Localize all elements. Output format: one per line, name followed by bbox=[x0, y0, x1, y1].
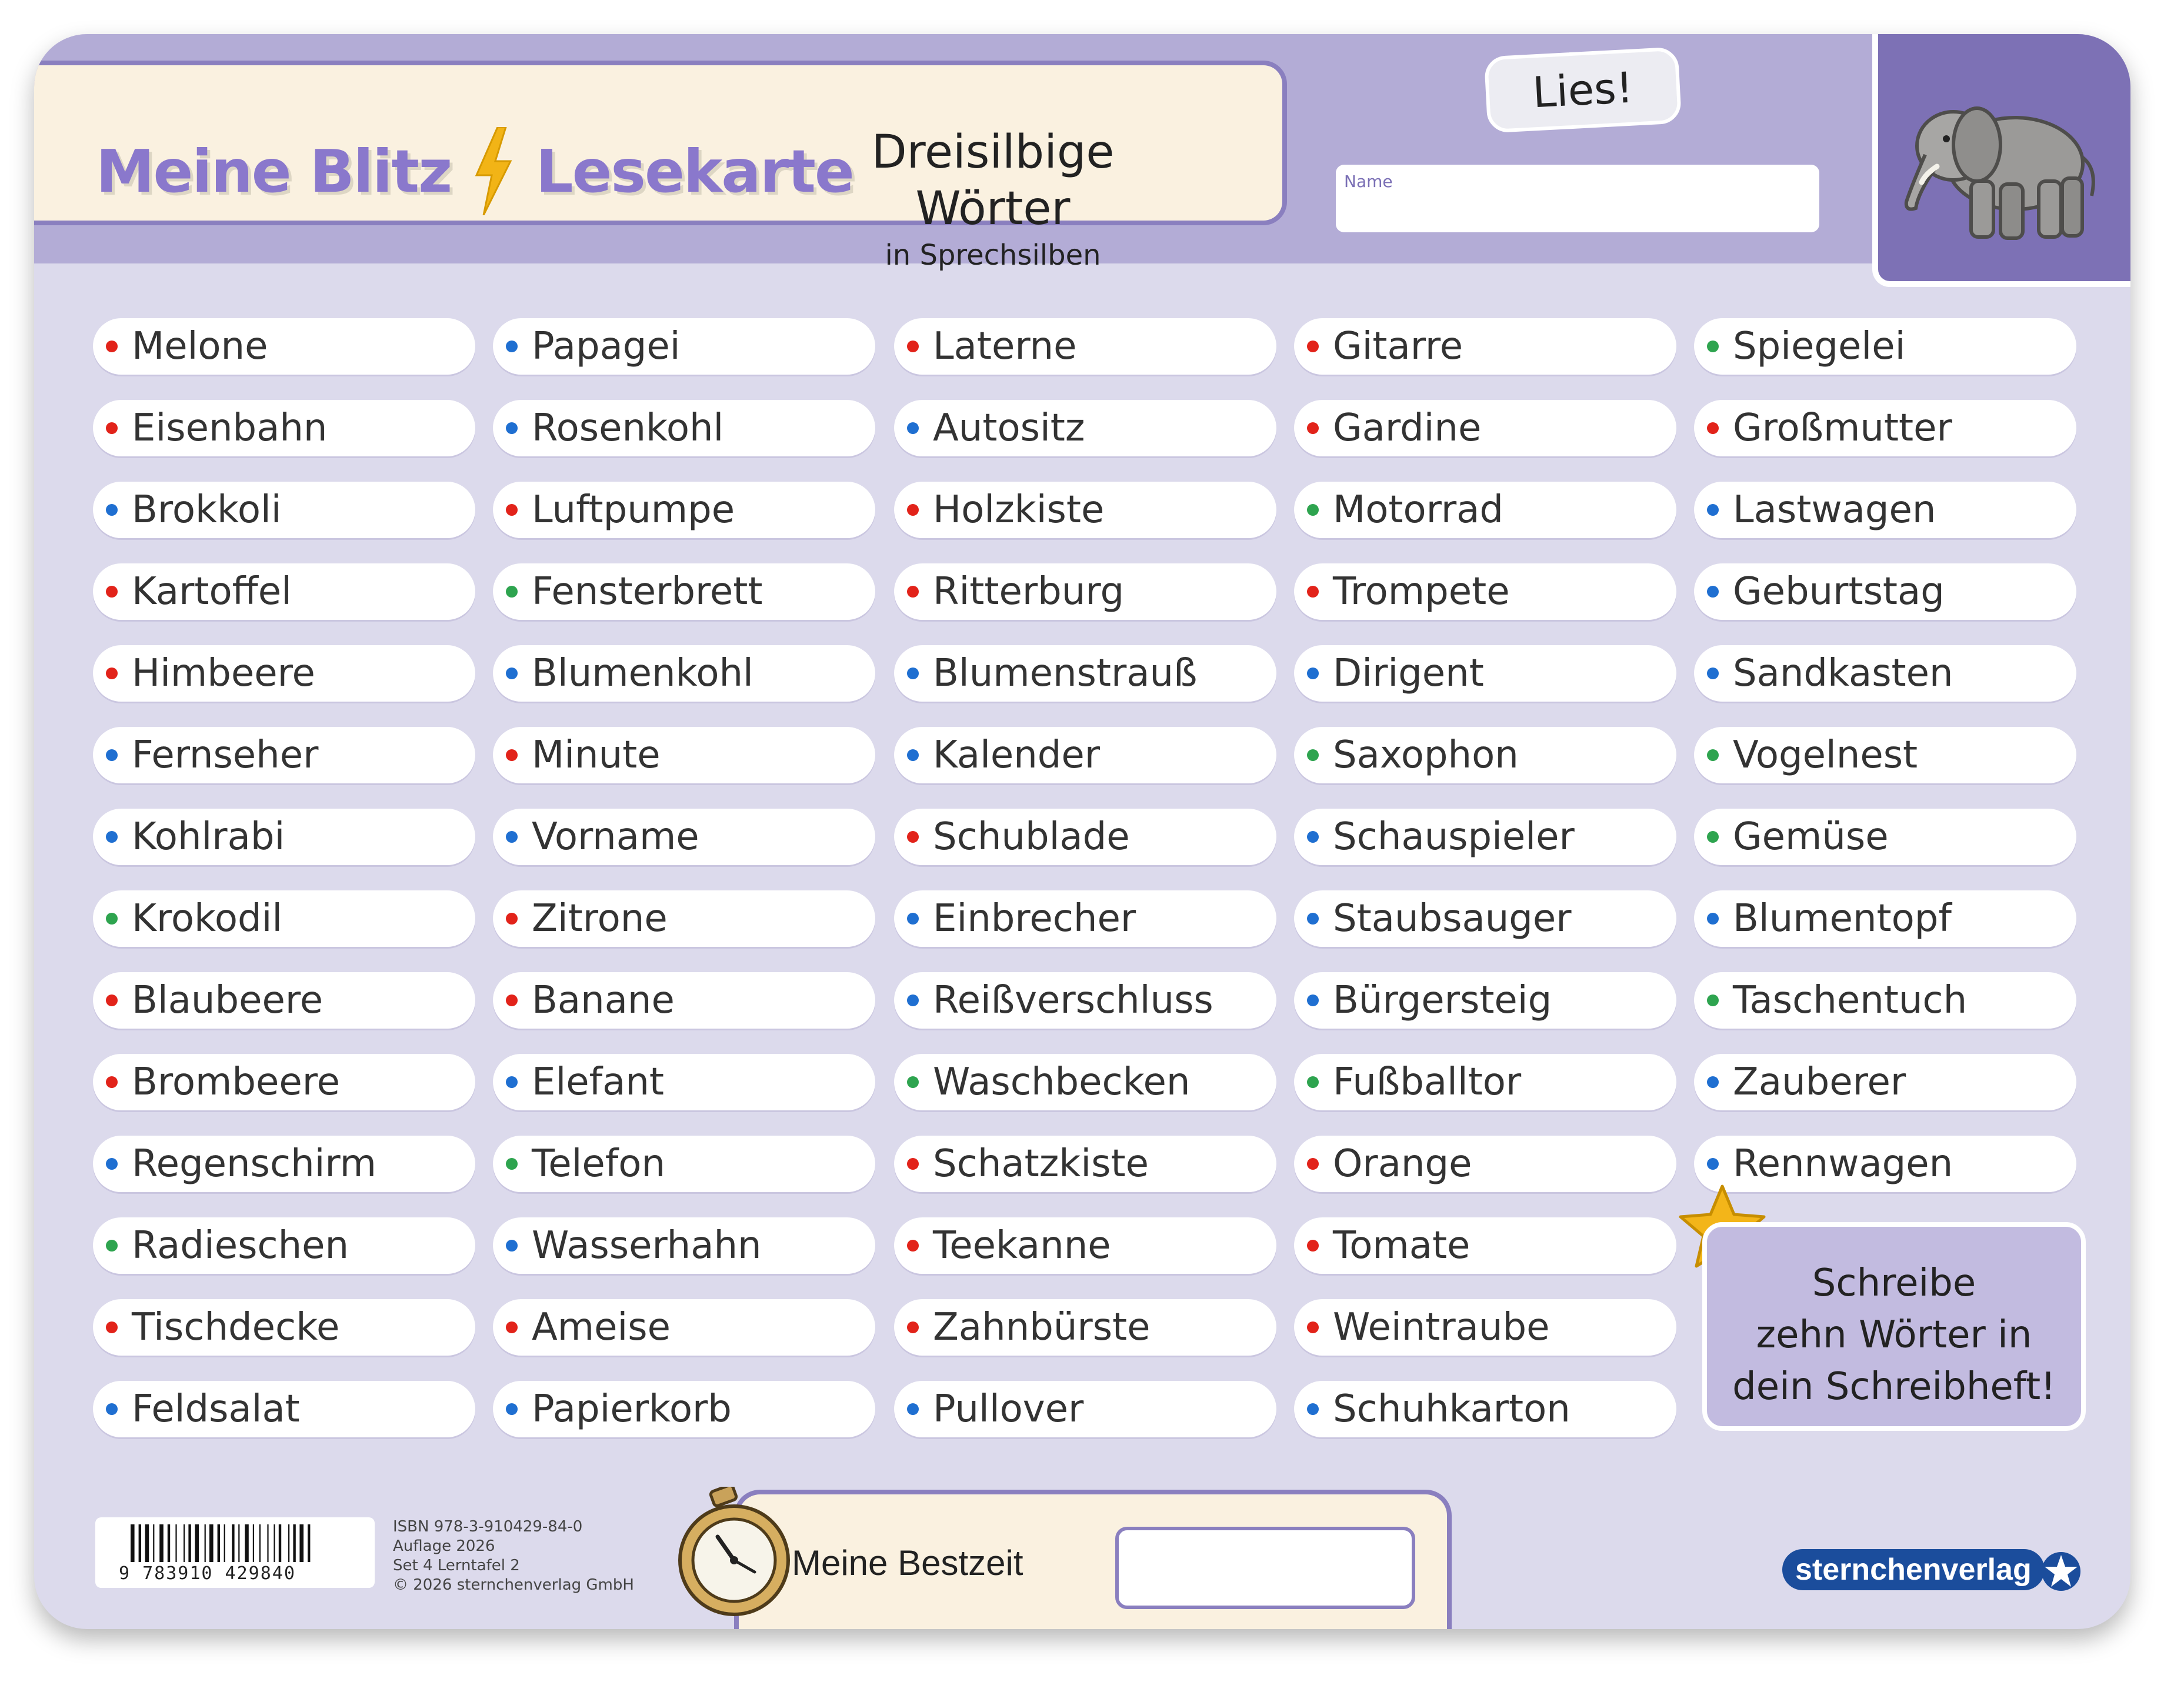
color-dot-icon bbox=[1307, 994, 1319, 1006]
color-dot-icon bbox=[1707, 831, 1719, 843]
color-dot-icon bbox=[506, 504, 518, 516]
barcode-bars bbox=[131, 1524, 342, 1562]
word-pill bbox=[93, 727, 475, 783]
word-pill bbox=[1694, 318, 2076, 375]
color-dot-icon bbox=[1307, 1321, 1319, 1333]
task-box bbox=[1702, 1222, 2086, 1431]
word-text: Kalender bbox=[933, 733, 1101, 777]
word-pill bbox=[493, 1381, 875, 1437]
color-dot-icon bbox=[506, 1240, 518, 1252]
word-text: Teekanne bbox=[933, 1224, 1111, 1267]
color-dot-icon bbox=[1307, 913, 1319, 925]
color-dot-icon bbox=[106, 1158, 118, 1170]
color-dot-icon bbox=[106, 1403, 118, 1415]
word-pill bbox=[1694, 1054, 2076, 1110]
title-panel bbox=[34, 61, 1287, 272]
word-text: Papierkorb bbox=[532, 1387, 732, 1431]
word-pill bbox=[93, 972, 475, 1029]
word-text: Fußballtor bbox=[1333, 1060, 1522, 1104]
word-text: Fensterbrett bbox=[532, 570, 763, 613]
word-text: Sandkasten bbox=[1733, 652, 1953, 695]
color-dot-icon bbox=[106, 1076, 118, 1088]
word-pill bbox=[1294, 890, 1676, 947]
word-text: Blaubeere bbox=[132, 979, 324, 1022]
word-pill bbox=[1294, 1054, 1676, 1110]
color-dot-icon bbox=[106, 749, 118, 761]
word-pill bbox=[1294, 1136, 1676, 1192]
word-pill bbox=[894, 1054, 1276, 1110]
word-pill bbox=[1294, 1381, 1676, 1437]
color-dot-icon bbox=[907, 913, 919, 925]
color-dot-icon bbox=[106, 668, 118, 679]
publisher-logo: sternchenverlag bbox=[1782, 1549, 2045, 1590]
word-text: Vorname bbox=[532, 815, 699, 859]
word-pill bbox=[894, 1381, 1276, 1437]
word-text: Regenschirm bbox=[132, 1142, 376, 1186]
barcode-number: 9 783910 429840 bbox=[119, 1563, 296, 1584]
word-pill bbox=[493, 482, 875, 538]
brand-left: Meine Blitz bbox=[96, 136, 452, 206]
word-pill bbox=[93, 1217, 475, 1274]
color-dot-icon bbox=[1707, 668, 1719, 679]
word-pill bbox=[1694, 645, 2076, 702]
word-text: Autositz bbox=[933, 406, 1085, 450]
copyright-text: © 2026 sternchenverlag GmbH bbox=[393, 1576, 634, 1594]
color-dot-icon bbox=[1707, 1076, 1719, 1088]
word-text: Zitrone bbox=[532, 897, 668, 940]
word-pill bbox=[1294, 563, 1676, 620]
word-pill bbox=[493, 1054, 875, 1110]
word-text: Ameise bbox=[532, 1306, 671, 1349]
word-pill bbox=[93, 645, 475, 702]
word-pill bbox=[1294, 318, 1676, 375]
word-text: Kartoffel bbox=[132, 570, 292, 613]
word-pill bbox=[93, 318, 475, 375]
color-dot-icon bbox=[106, 504, 118, 516]
subtitle-sub: in Sprechsilben bbox=[885, 239, 1101, 272]
word-text: Luftpumpe bbox=[532, 488, 735, 532]
word-text: Telefon bbox=[532, 1142, 665, 1186]
reading-card bbox=[34, 34, 2130, 1629]
color-dot-icon bbox=[907, 1240, 919, 1252]
color-dot-icon bbox=[506, 586, 518, 598]
word-text: Schauspieler bbox=[1333, 815, 1575, 859]
word-pill bbox=[1294, 645, 1676, 702]
word-text: Krokodil bbox=[132, 897, 283, 940]
isbn-text: ISBN 978-3-910429-84-0 bbox=[393, 1518, 583, 1536]
color-dot-icon bbox=[1307, 749, 1319, 761]
word-text: Saxophon bbox=[1333, 733, 1519, 777]
word-pill bbox=[493, 1136, 875, 1192]
word-text: Schatzkiste bbox=[933, 1142, 1149, 1186]
word-text: Schuhkarton bbox=[1333, 1387, 1571, 1431]
word-text: Rosenkohl bbox=[532, 406, 724, 450]
color-dot-icon bbox=[506, 341, 518, 352]
word-text: Weintraube bbox=[1333, 1306, 1550, 1349]
word-pill bbox=[1294, 1299, 1676, 1356]
word-text: Blumenkohl bbox=[532, 652, 753, 695]
word-pill bbox=[493, 972, 875, 1029]
color-dot-icon bbox=[907, 994, 919, 1006]
word-text: Radieschen bbox=[132, 1224, 349, 1267]
task-line-1: Schreibe bbox=[1812, 1262, 1976, 1305]
color-dot-icon bbox=[506, 831, 518, 843]
color-dot-icon bbox=[1307, 1076, 1319, 1088]
word-pill bbox=[1294, 482, 1676, 538]
word-pill bbox=[93, 1136, 475, 1192]
word-text: Gardine bbox=[1333, 406, 1482, 450]
word-text: Wasserhahn bbox=[532, 1224, 762, 1267]
color-dot-icon bbox=[907, 586, 919, 598]
lies-tag: Lies! bbox=[1484, 46, 1682, 133]
word-pill bbox=[1294, 809, 1676, 865]
word-text: Holzkiste bbox=[933, 488, 1105, 532]
word-text: Taschentuch bbox=[1733, 979, 1968, 1022]
publication-info bbox=[393, 1517, 634, 1595]
color-dot-icon bbox=[1307, 831, 1319, 843]
word-text: Bürgersteig bbox=[1333, 979, 1552, 1022]
word-text: Banane bbox=[532, 979, 675, 1022]
word-pill bbox=[894, 727, 1276, 783]
color-dot-icon bbox=[506, 994, 518, 1006]
word-text: Himbeere bbox=[132, 652, 315, 695]
word-pill bbox=[93, 1054, 475, 1110]
color-dot-icon bbox=[1707, 504, 1719, 516]
word-pill bbox=[493, 1299, 875, 1356]
color-dot-icon bbox=[1707, 422, 1719, 434]
word-text: Dirigent bbox=[1333, 652, 1484, 695]
word-pill bbox=[93, 809, 475, 865]
word-pill bbox=[1294, 1217, 1676, 1274]
color-dot-icon bbox=[1707, 586, 1719, 598]
color-dot-icon bbox=[907, 668, 919, 679]
word-text: Einbrecher bbox=[933, 897, 1136, 940]
word-text: Lastwagen bbox=[1733, 488, 1936, 532]
color-dot-icon bbox=[506, 1403, 518, 1415]
word-text: Reißverschluss bbox=[933, 979, 1213, 1022]
word-text: Staubsauger bbox=[1333, 897, 1572, 940]
word-pill bbox=[493, 890, 875, 947]
word-pill bbox=[894, 890, 1276, 947]
color-dot-icon bbox=[907, 1158, 919, 1170]
color-dot-icon bbox=[506, 1076, 518, 1088]
color-dot-icon bbox=[907, 749, 919, 761]
color-dot-icon bbox=[907, 831, 919, 843]
word-text: Elefant bbox=[532, 1060, 664, 1104]
color-dot-icon bbox=[506, 749, 518, 761]
word-pill bbox=[894, 482, 1276, 538]
word-pill bbox=[493, 645, 875, 702]
word-pill bbox=[493, 318, 875, 375]
word-pill bbox=[93, 400, 475, 456]
color-dot-icon bbox=[907, 341, 919, 352]
word-pill bbox=[1294, 400, 1676, 456]
color-dot-icon bbox=[1307, 1403, 1319, 1415]
bestzeit-input[interactable] bbox=[1115, 1527, 1415, 1609]
color-dot-icon bbox=[1307, 504, 1319, 516]
edition-text: Auflage 2026 bbox=[393, 1537, 495, 1555]
word-text: Orange bbox=[1333, 1142, 1472, 1186]
word-text: Zauberer bbox=[1733, 1060, 1906, 1104]
word-pill bbox=[1694, 482, 2076, 538]
word-pill bbox=[1694, 400, 2076, 456]
card-subtitle bbox=[816, 124, 1169, 273]
word-text: Tomate bbox=[1333, 1224, 1471, 1267]
word-text: Minute bbox=[532, 733, 661, 777]
word-text: Fernseher bbox=[132, 733, 319, 777]
color-dot-icon bbox=[1707, 994, 1719, 1006]
bestzeit-panel bbox=[734, 1490, 1452, 1629]
word-text: Gemüse bbox=[1733, 815, 1889, 859]
brand-right: Lesekarte bbox=[535, 136, 853, 206]
color-dot-icon bbox=[106, 994, 118, 1006]
color-dot-icon bbox=[1707, 341, 1719, 352]
word-pill bbox=[894, 809, 1276, 865]
color-dot-icon bbox=[106, 1240, 118, 1252]
color-dot-icon bbox=[106, 1321, 118, 1333]
word-pill bbox=[894, 972, 1276, 1029]
word-text: Eisenbahn bbox=[132, 406, 328, 450]
word-text: Pullover bbox=[933, 1387, 1084, 1431]
word-text: Blumenstrauß bbox=[933, 652, 1198, 695]
task-line-3: dein Schreibheft! bbox=[1732, 1365, 2056, 1409]
color-dot-icon bbox=[506, 422, 518, 434]
color-dot-icon bbox=[506, 913, 518, 925]
color-dot-icon bbox=[506, 1321, 518, 1333]
color-dot-icon bbox=[506, 668, 518, 679]
color-dot-icon bbox=[106, 913, 118, 925]
task-line-2: zehn Wörter in bbox=[1756, 1313, 2032, 1357]
color-dot-icon bbox=[907, 422, 919, 434]
word-text: Kohlrabi bbox=[132, 815, 285, 859]
barcode bbox=[95, 1517, 375, 1588]
word-pill bbox=[1694, 890, 2076, 947]
stopwatch-icon bbox=[675, 1487, 793, 1622]
word-pill bbox=[894, 1217, 1276, 1274]
word-text: Großmutter bbox=[1733, 406, 1952, 450]
word-pill bbox=[493, 400, 875, 456]
color-dot-icon bbox=[1307, 422, 1319, 434]
color-dot-icon bbox=[106, 586, 118, 598]
color-dot-icon bbox=[907, 1076, 919, 1088]
word-text: Brokkoli bbox=[132, 488, 282, 532]
word-pill bbox=[493, 727, 875, 783]
word-text: Trompete bbox=[1333, 570, 1510, 613]
publisher-star-icon bbox=[2040, 1550, 2082, 1593]
word-text: Gitarre bbox=[1333, 325, 1463, 368]
color-dot-icon bbox=[1307, 341, 1319, 352]
word-pill bbox=[894, 400, 1276, 456]
word-pill bbox=[1694, 972, 2076, 1029]
word-pill bbox=[894, 1299, 1276, 1356]
word-pill bbox=[1694, 563, 2076, 620]
word-pill bbox=[1694, 727, 2076, 783]
word-pill bbox=[1294, 727, 1676, 783]
word-pill bbox=[493, 563, 875, 620]
word-pill bbox=[93, 890, 475, 947]
color-dot-icon bbox=[106, 831, 118, 843]
brand-logo bbox=[96, 127, 853, 206]
color-dot-icon bbox=[907, 1403, 919, 1415]
set-info-text: Set 4 Lerntafel 2 bbox=[393, 1557, 520, 1574]
elephant-panel bbox=[1872, 34, 2130, 287]
word-text: Rennwagen bbox=[1733, 1142, 1953, 1186]
color-dot-icon bbox=[106, 422, 118, 434]
word-pill bbox=[93, 1381, 475, 1437]
color-dot-icon bbox=[1307, 668, 1319, 679]
word-text: Laterne bbox=[933, 325, 1077, 368]
word-pill bbox=[894, 563, 1276, 620]
word-text: Melone bbox=[132, 325, 268, 368]
word-pill bbox=[93, 482, 475, 538]
word-text: Ritterburg bbox=[933, 570, 1125, 613]
word-text: Waschbecken bbox=[933, 1060, 1191, 1104]
word-text: Papagei bbox=[532, 325, 681, 368]
subtitle-main: Dreisilbige Wörter bbox=[871, 126, 1115, 235]
color-dot-icon bbox=[907, 504, 919, 516]
word-pill bbox=[894, 1136, 1276, 1192]
word-text: Vogelnest bbox=[1733, 733, 1918, 777]
color-dot-icon bbox=[506, 1158, 518, 1170]
color-dot-icon bbox=[1307, 586, 1319, 598]
word-pill bbox=[894, 645, 1276, 702]
word-text: Geburtstag bbox=[1733, 570, 1945, 613]
word-pill bbox=[1294, 972, 1676, 1029]
color-dot-icon bbox=[1707, 913, 1719, 925]
word-text: Schublade bbox=[933, 815, 1130, 859]
word-text: Spiegelei bbox=[1733, 325, 1906, 368]
color-dot-icon bbox=[106, 341, 118, 352]
name-label: Name bbox=[1344, 172, 1393, 191]
color-dot-icon bbox=[1307, 1240, 1319, 1252]
name-field[interactable] bbox=[1336, 165, 1819, 232]
word-text: Tischdecke bbox=[132, 1306, 340, 1349]
color-dot-icon bbox=[1307, 1158, 1319, 1170]
color-dot-icon bbox=[907, 1321, 919, 1333]
word-text: Brombeere bbox=[132, 1060, 340, 1104]
task-text bbox=[1719, 1257, 2069, 1413]
word-pill bbox=[1694, 809, 2076, 865]
color-dot-icon bbox=[1707, 1158, 1719, 1170]
word-text: Blumentopf bbox=[1733, 897, 1952, 940]
bestzeit-label: Meine Bestzeit bbox=[792, 1543, 1023, 1583]
word-pill bbox=[93, 563, 475, 620]
word-text: Motorrad bbox=[1333, 488, 1503, 532]
word-pill bbox=[894, 318, 1276, 375]
word-text: Zahnbürste bbox=[933, 1306, 1151, 1349]
lightning-bolt-icon bbox=[473, 127, 514, 215]
word-text: Feldsalat bbox=[132, 1387, 300, 1431]
elephant-icon bbox=[1889, 75, 2124, 252]
word-pill bbox=[493, 809, 875, 865]
color-dot-icon bbox=[1707, 749, 1719, 761]
word-pill bbox=[93, 1299, 475, 1356]
word-pill bbox=[493, 1217, 875, 1274]
